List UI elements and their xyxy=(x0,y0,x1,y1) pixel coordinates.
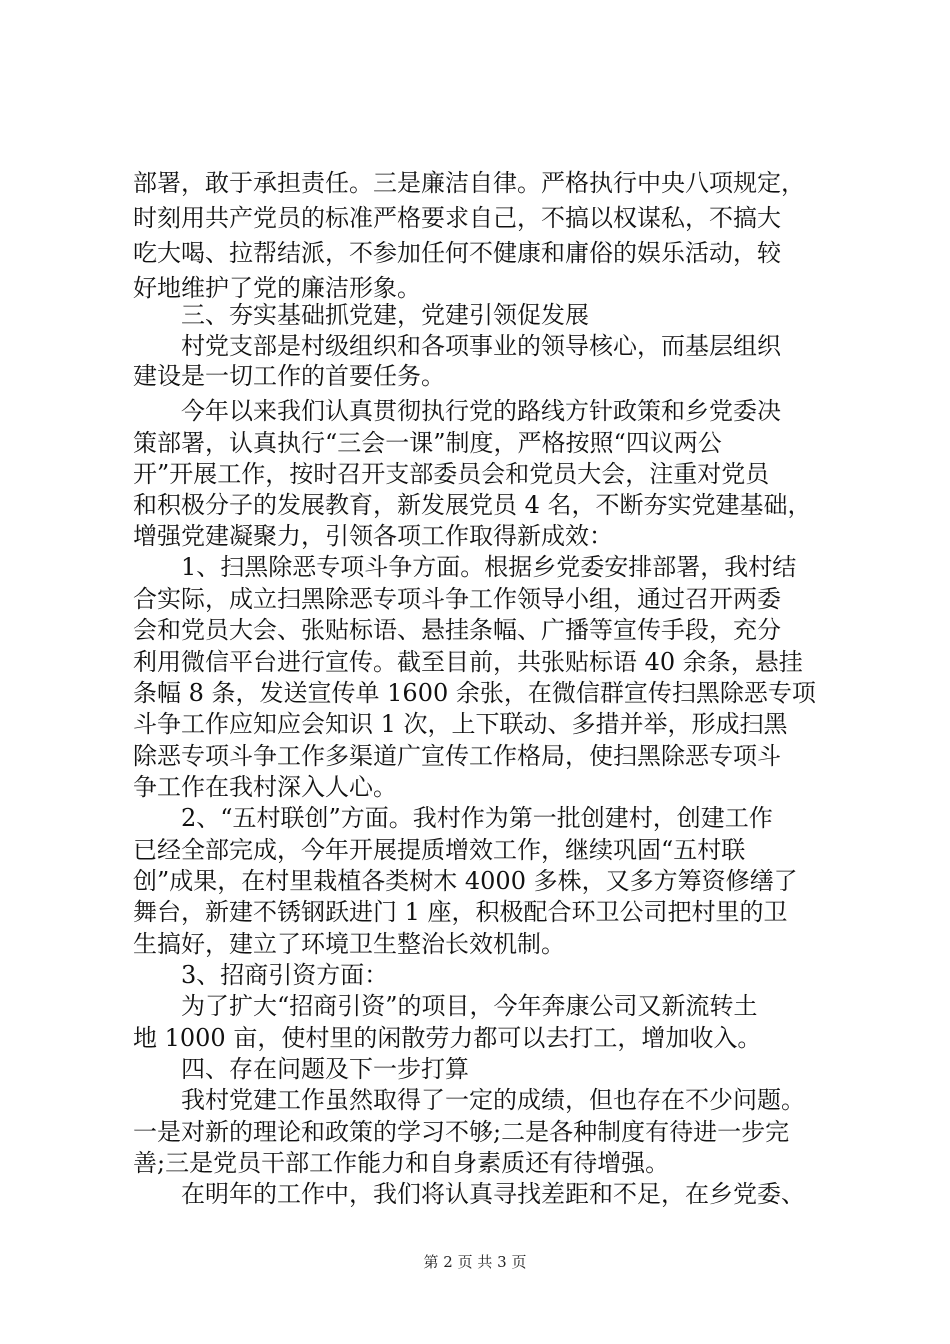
section-heading-3: 三、夯实基础抓党建，党建引领促发展 xyxy=(181,301,589,329)
body-line-4: 好地维护了党的廉洁形象。 xyxy=(133,274,421,302)
body-line-26: 3、招商引资方面： xyxy=(181,961,389,989)
body-line-17: 条幅 8 条，发送宣传单 1600 余张，在微信群宣传扫黑除恶专项 xyxy=(133,679,816,707)
body-line-30: 我村党建工作虽然取得了一定的成绩，但也存在不少问题。 xyxy=(181,1086,805,1114)
body-line-3: 吃大喝、拉帮结派，不参加任何不健康和庸俗的娱乐活动，较 xyxy=(133,239,781,267)
body-line-32: 善;三是党员干部工作能力和自身素质还有待增强。 xyxy=(133,1149,670,1177)
body-line-13: 1、扫黑除恶专项斗争方面。根据乡党委安排部署，我村结 xyxy=(181,553,797,581)
body-line-24: 舞台，新建不锈钢跃进门 1 座，积极配合环卫公司把村里的卫 xyxy=(133,898,788,926)
body-line-6: 村党支部是村级组织和各项事业的领导核心，而基层组织 xyxy=(181,332,781,360)
body-line-2: 时刻用共产党员的标准严格要求自己，不搞以权谋私，不搞大 xyxy=(133,204,781,232)
body-line-12: 增强党建凝聚力，引领各项工作取得新成效： xyxy=(133,522,613,550)
body-line-10: 开”开展工作，按时召开支部委员会和党员大会，注重对党员 xyxy=(133,460,770,488)
body-line-1: 部署，敢于承担责任。三是廉洁自律。严格执行中央八项规定， xyxy=(133,169,805,197)
body-line-22: 已经全部完成，今年开展提质增效工作，继续巩固“五村联 xyxy=(133,836,746,864)
body-line-9: 策部署，认真执行“三会一课”制度，严格按照“四议两公 xyxy=(133,429,722,457)
body-line-8: 今年以来我们认真贯彻执行党的路线方针政策和乡党委决 xyxy=(181,397,781,425)
body-line-31: 一是对新的理论和政策的学习不够;二是各种制度有待进一步完 xyxy=(133,1118,790,1146)
body-line-25: 生搞好，建立了环境卫生整治长效机制。 xyxy=(133,930,565,958)
body-line-7: 建设是一切工作的首要任务。 xyxy=(133,362,445,390)
body-line-20: 争工作在我村深入人心。 xyxy=(133,773,397,801)
page-footer: 第 2 页 共 3 页 xyxy=(423,1253,527,1271)
body-line-28: 地 1000 亩，使村里的闲散劳力都可以去打工，增加收入。 xyxy=(133,1024,762,1052)
body-line-18: 斗争工作应知应会知识 1 次，上下联动、多措并举，形成扫黑 xyxy=(133,710,788,738)
body-line-19: 除恶专项斗争工作多渠道广宣传工作格局，使扫黑除恶专项斗 xyxy=(133,742,781,770)
body-line-15: 会和党员大会、张贴标语、悬挂条幅、广播等宣传手段，充分 xyxy=(133,616,781,644)
body-line-11: 和积极分子的发展教育，新发展党员 4 名，不断夯实党建基础， xyxy=(133,491,812,519)
body-line-21: 2、“五村联创”方面。我村作为第一批创建村，创建工作 xyxy=(181,804,773,832)
body-line-23: 创”成果，在村里栽植各类树木 4000 多株，又多方筹资修缮了 xyxy=(133,867,798,895)
body-line-14: 合实际，成立扫黑除恶专项斗争工作领导小组，通过召开两委 xyxy=(133,585,781,613)
body-line-33: 在明年的工作中，我们将认真寻找差距和不足，在乡党委、 xyxy=(181,1180,805,1208)
body-line-16: 利用微信平台进行宣传。截至目前，共张贴标语 40 余条，悬挂 xyxy=(133,648,803,676)
section-heading-4: 四、存在问题及下一步打算 xyxy=(181,1055,469,1083)
body-line-27: 为了扩大“招商引资”的项目，今年奔康公司又新流转土 xyxy=(181,992,758,1020)
